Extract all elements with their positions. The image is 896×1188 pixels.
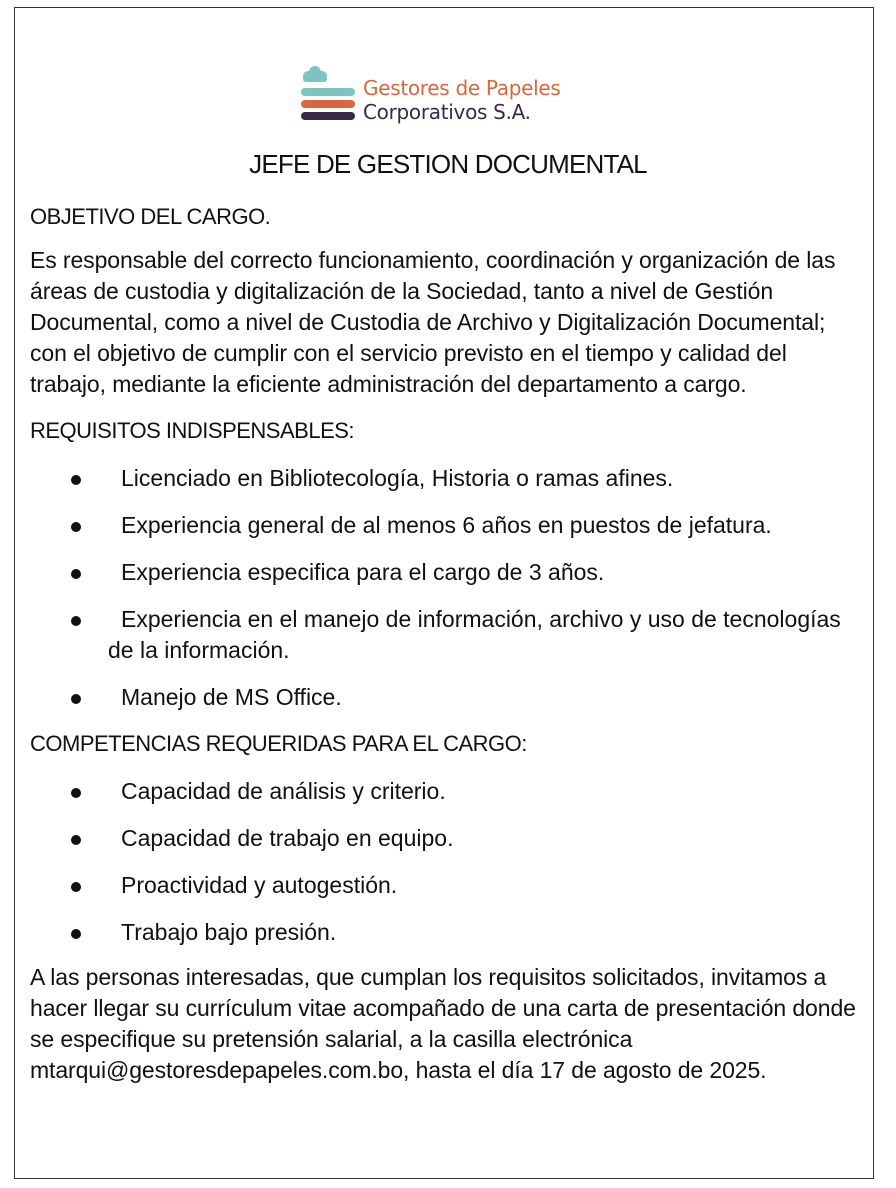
stacked-papers-logo-icon	[300, 66, 360, 128]
list-item: Manejo de MS Office.	[30, 682, 865, 713]
competencies-heading: COMPETENCIAS REQUERIDAS PARA EL CARGO:	[30, 731, 527, 756]
requirements-heading: REQUISITOS INDISPENSABLES:	[30, 418, 355, 443]
bullet-icon	[71, 835, 81, 845]
objective-text: Es responsable del correcto funcionamiento, coordinación y organización de las áreas de custodia y digitalización de la Sociedad, tanto a nivel de Gestión Documental, como a nivel de Custodia de Archivo y Digitalización Documental; con el objetivo de cumplir con el servicio previsto en el tiempo y calidad del trabajo, mediante la eficiente administración del departamento a cargo.	[30, 247, 836, 397]
bullet-icon	[71, 929, 81, 939]
list-item: Capacidad de trabajo en equipo.	[30, 823, 865, 854]
document-body	[30, 200, 865, 1086]
bullet-icon	[71, 694, 81, 704]
company-logo	[300, 66, 620, 128]
logo-line-2: Corporativos S.A.	[363, 100, 531, 124]
logo-line-1: Gestores de Papeles	[363, 76, 561, 100]
list-item: Trabajo bajo presión.	[30, 917, 865, 948]
objective-heading: OBJETIVO DEL CARGO.	[30, 204, 271, 229]
list-item: Proactividad y autogestión.	[30, 870, 865, 901]
bullet-icon	[71, 569, 81, 579]
bullet-icon	[71, 616, 81, 626]
bullet-icon	[71, 882, 81, 892]
list-item: Experiencia en el manejo de información, archivo y uso de tecnologías de la información.	[30, 604, 865, 666]
bullet-icon	[71, 475, 81, 485]
bullet-icon	[71, 522, 81, 532]
competencies-list	[30, 776, 865, 948]
list-item: Capacidad de análisis y criterio.	[30, 776, 865, 807]
page-title: JEFE DE GESTION DOCUMENTAL	[249, 149, 647, 179]
closing-text: A las personas interesadas, que cumplan los requisitos solicitados, invitamos a hacer llegar su currículum vitae acompañado de una carta de presentación donde se especifique su pretensión salarial, a la casilla electrónica mtarqui@gestoresdepapeles.com.bo, hasta el día 17 de agosto de 2025.	[30, 964, 856, 1083]
bullet-icon	[71, 788, 81, 798]
list-item: Experiencia especifica para el cargo de 3 años.	[30, 557, 865, 588]
logo-wordmark	[363, 76, 561, 124]
list-item: Experiencia general de al menos 6 años en puestos de jefatura.	[30, 510, 865, 541]
list-item: Licenciado en Bibliotecología, Historia o ramas afines.	[30, 463, 865, 494]
requirements-list	[30, 463, 865, 713]
